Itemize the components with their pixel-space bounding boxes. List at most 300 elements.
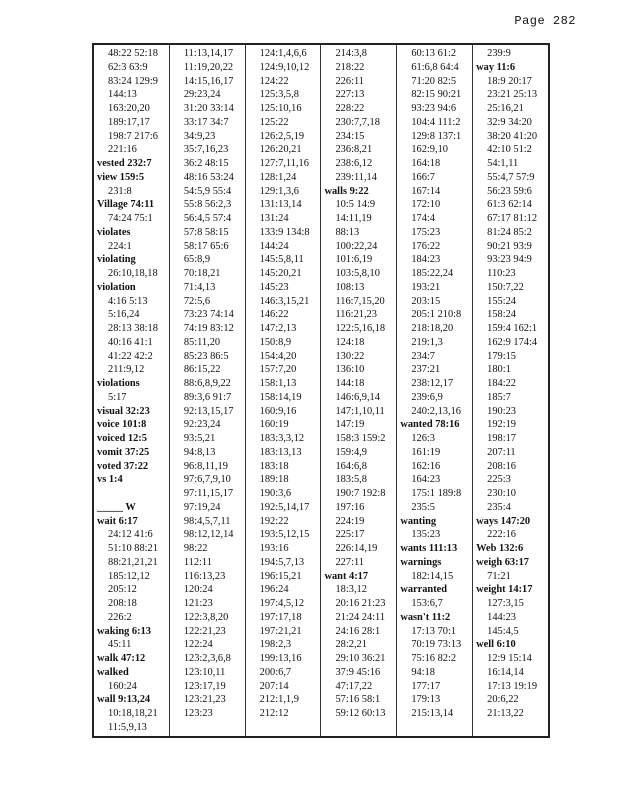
index-reference: 18:3,12 [335, 584, 367, 596]
index-reference: 147:2,13 [259, 323, 297, 334]
index-reference: 100:22,24 [335, 240, 378, 252]
index-reference: 167:14 [411, 185, 441, 197]
index-reference: 70:19 73:13 [411, 639, 462, 651]
index-reference: 158:1,13 [259, 378, 297, 389]
index-reference: 94:8,13 [183, 446, 216, 458]
index-reference: 198:2,3 [259, 639, 292, 651]
index-term: wall 9:13,24 [97, 694, 151, 706]
index-reference: 93:5,21 [183, 433, 216, 444]
index-reference: 14:15,16,17 [183, 75, 234, 87]
index-reference: 150:7,22 [487, 281, 524, 293]
index-reference: 190:7 192:8 [335, 488, 386, 499]
index-reference: 35:7,16,23 [183, 144, 229, 156]
index-reference: 198:17 [487, 433, 517, 444]
index-reference: 67:17 81:12 [487, 213, 538, 224]
index-reference: 55:4,7 57:9 [487, 171, 535, 183]
index-reference: 194:5,7,13 [259, 556, 305, 568]
index-reference: 129:8 137:1 [411, 130, 462, 142]
index-reference: 75:16 82:2 [411, 653, 457, 664]
index-reference: 45:11 [108, 639, 132, 651]
index-reference: 56:23 59:6 [487, 185, 532, 197]
index-term: wants 111:13 [400, 543, 458, 554]
index-reference: 90:21 93:9 [487, 240, 532, 252]
index-reference: 179:13 [411, 694, 441, 706]
index-reference: 218:18,20 [411, 323, 454, 334]
index-reference: 42:10 51:2 [487, 144, 532, 156]
index-reference: 116:7,15,20 [335, 295, 385, 307]
index-reference: 150:8,9 [259, 336, 292, 348]
index-reference: 120:24 [183, 584, 213, 596]
index-term: Web 132:6 [476, 543, 524, 554]
index-reference: 129:1,3,6 [259, 185, 299, 197]
index-reference: 21:24 24:11 [335, 611, 386, 623]
index-reference: 123:23 [183, 708, 213, 719]
index-reference: 153:6,7 [411, 598, 443, 609]
index-reference: 239:11,14 [335, 171, 377, 183]
index-reference: 108:13 [335, 281, 365, 293]
index-term: Village 74:11 [97, 199, 155, 211]
index-reference: 161:19 [411, 446, 441, 458]
index-reference: 230:10 [487, 488, 517, 499]
index-reference: 174:4 [411, 213, 435, 224]
index-reference: 11:5,9,13 [108, 721, 147, 733]
index-column-3 [245, 45, 321, 736]
index-reference: 175:1 189:8 [411, 488, 462, 499]
index-term: want 4:17 [324, 570, 369, 582]
index-reference: 20:16 21:23 [335, 598, 386, 609]
index-reference: 62:3 63:9 [108, 61, 148, 73]
index-reference: 14:11,19 [335, 213, 372, 224]
index-reference: 73:23 74:14 [183, 309, 234, 321]
index-reference: 177:17 [411, 680, 441, 692]
page-number: Page 282 [514, 14, 576, 28]
index-term: walls 9:22 [324, 185, 369, 197]
index-term: violates [97, 226, 131, 238]
index-reference: 116:13,23 [183, 570, 226, 582]
index-reference: 144:13 [108, 89, 137, 101]
index-reference: 160:9,16 [259, 405, 297, 417]
index-reference: 222:16 [487, 529, 517, 541]
index-reference: 159:4,9 [335, 446, 367, 458]
index-reference: 126:20,21 [259, 144, 302, 156]
index-reference: 145:5,8,11 [259, 254, 304, 266]
index-reference: 228:22 [335, 103, 365, 114]
index-reference: 205:12 [108, 584, 137, 596]
index-reference: 185:22,24 [411, 268, 454, 279]
index-reference: 89:3,6 91:7 [183, 391, 232, 403]
index-reference: 218:22 [335, 61, 365, 73]
index-reference: 37:9 45:16 [335, 666, 381, 678]
index-reference: 123:21,23 [183, 694, 226, 706]
index-reference: 122:5,16,18 [335, 323, 386, 334]
index-reference: 98:22 [183, 543, 208, 554]
index-reference: 212:12 [259, 708, 289, 719]
index-reference: 28:13 38:18 [108, 323, 158, 334]
index-reference: 199:13,16 [259, 653, 302, 664]
word-index-table [92, 43, 550, 738]
index-reference: 83:24 129:9 [108, 75, 158, 87]
index-reference: 227:13 [335, 89, 365, 101]
index-reference: 124:1,4,6,6 [259, 48, 307, 59]
index-reference: 164:23 [411, 474, 441, 486]
index-reference: 127:3,15 [487, 598, 524, 609]
index-reference: 110:23 [487, 268, 516, 279]
index-reference: 164:6,8 [335, 460, 367, 472]
index-term: voice 101:8 [97, 419, 147, 431]
index-reference: 155:24 [487, 295, 517, 307]
index-reference: 183:5,8 [335, 474, 367, 486]
index-term: voted 37:22 [97, 460, 149, 472]
index-reference: 224:1 [108, 240, 132, 252]
index-reference: 136:10 [335, 364, 365, 376]
index-reference: 184:22 [487, 378, 517, 389]
index-reference: 146:3,15,21 [259, 295, 310, 307]
index-reference: 61:3 62:14 [487, 199, 532, 211]
index-reference: 38:20 41:20 [487, 130, 538, 142]
index-reference: 55:8 56:2,3 [183, 199, 232, 211]
index-reference: 88:21,21,21 [108, 556, 158, 568]
index-reference: 145:20,21 [259, 268, 302, 279]
index-reference: 193:5,12,15 [259, 529, 310, 541]
index-reference: 130:22 [335, 350, 365, 362]
index-reference: 11:19,20,22 [183, 61, 234, 73]
index-reference: 160:19 [259, 419, 289, 431]
index-reference: 5:17 [108, 391, 127, 403]
index-reference: 236:8,21 [335, 144, 373, 156]
index-reference: 192:19 [487, 419, 517, 431]
index-reference: 154:4,20 [259, 350, 297, 362]
index-reference: 192:22 [259, 515, 289, 527]
index-reference: 11:13,14,17 [183, 48, 234, 59]
index-reference: 116:21,23 [335, 309, 377, 321]
index-reference: 54:1,11 [487, 158, 519, 169]
index-reference: 158:24 [487, 309, 517, 321]
index-reference [94, 487, 169, 501]
index-reference: 103:5,8,10 [335, 268, 380, 279]
index-reference: 92:13,15,17 [183, 405, 234, 417]
index-reference: 81:24 85:2 [487, 226, 532, 238]
index-reference: 208:18 [108, 598, 137, 609]
index-reference: 158:3 159:2 [335, 433, 386, 444]
index-reference: 185:7 [487, 391, 511, 403]
index-reference: 175:23 [411, 226, 441, 238]
index-reference: 225:3 [487, 474, 511, 486]
index-reference: 230:7,7,18 [335, 116, 380, 128]
index-reference: 48:16 53:24 [183, 171, 234, 183]
index-reference: 92:23,24 [183, 419, 221, 431]
index-term: walked [97, 666, 129, 678]
index-reference: 207:14 [259, 680, 289, 692]
index-reference: 60:13 61:2 [411, 48, 457, 59]
index-term: way 11:6 [476, 61, 516, 73]
index-reference: 183:3,3,12 [259, 433, 305, 444]
index-term: ways 147:20 [476, 515, 531, 527]
index-reference: 131:24 [259, 213, 289, 224]
index-reference: 122:3,8,20 [183, 611, 229, 623]
index-reference: 4:16 5:13 [108, 295, 148, 307]
index-reference: 225:17 [335, 529, 365, 541]
index-reference: 159:4 162:1 [487, 323, 538, 334]
index-reference: 226:2 [108, 611, 132, 623]
index-reference: 157:7,20 [259, 364, 297, 376]
index-reference: 98:4,5,7,11 [183, 515, 231, 527]
index-reference: 238:12,17 [411, 378, 454, 389]
index-reference: 184:23 [411, 254, 441, 266]
index-reference: 20:6,22 [487, 694, 519, 706]
index-reference: 93:23 94:6 [411, 103, 457, 114]
index-term: vs 1:4 [97, 474, 123, 486]
index-reference: 123:17,19 [183, 680, 226, 692]
index-reference: 211:9,12 [108, 364, 145, 376]
index-reference: 125:3,5,8 [259, 89, 299, 101]
index-term: walk 47:12 [97, 653, 146, 664]
index-reference: 31:20 33:14 [183, 103, 234, 114]
index-reference: 172:10 [411, 199, 441, 211]
index-reference: 193:21 [411, 281, 441, 293]
index-reference: 145:4,5 [487, 625, 519, 637]
index-reference: 10:5 14:9 [335, 199, 376, 211]
index-reference: 224:19 [335, 515, 365, 527]
index-term: wasn't 11:2 [400, 611, 451, 623]
index-term: wanted 78:16 [400, 419, 460, 431]
index-reference: 29:23,24 [183, 89, 221, 101]
index-reference: 193:16 [259, 543, 289, 554]
index-reference: 180:1 [487, 364, 511, 376]
index-reference: 197:4,5,12 [259, 598, 305, 609]
index-reference: 122:21,23 [183, 625, 226, 637]
index-reference: 36:2 48:15 [183, 158, 229, 169]
index-reference: 40:16 41:1 [108, 336, 153, 348]
index-term: wanting [400, 515, 437, 527]
index-term: view 159:5 [97, 171, 145, 183]
index-reference: 122:24 [183, 639, 213, 651]
index-reference: 219:1,3 [411, 336, 443, 348]
index-reference: 146:22 [259, 309, 289, 321]
index-column-2 [169, 45, 245, 736]
index-letter-heading: _____ W [97, 501, 136, 513]
index-reference: 104:4 111:2 [411, 116, 461, 128]
index-reference: 128:1,24 [259, 171, 297, 183]
index-term: wait 6:17 [97, 515, 138, 527]
index-term: weigh 63:17 [476, 556, 529, 568]
index-reference: 126:2,5,19 [259, 130, 305, 142]
index-reference: 239:9 [487, 48, 511, 59]
index-reference: 162:9 174:4 [487, 336, 538, 348]
index-reference: 205:1 210:8 [411, 309, 462, 321]
index-reference: 146:6,9,14 [335, 391, 380, 403]
index-reference: 192:5,14,17 [259, 501, 310, 513]
index-reference: 227:11 [335, 556, 364, 568]
index-term: violating [97, 254, 136, 266]
index-reference: 18:9 20:17 [487, 75, 532, 87]
index-reference: 71:4,13 [183, 281, 216, 293]
index-reference: 190:3,6 [259, 488, 292, 499]
index-reference: 16:14,14 [487, 666, 524, 678]
index-reference: 94:18 [411, 666, 435, 678]
index-reference: 212:1,1,9 [259, 694, 299, 706]
index-reference: 70:18,21 [183, 268, 221, 279]
index-reference: 12:9 15:14 [487, 653, 532, 664]
index-reference: 197:16 [335, 501, 365, 513]
index-reference: 166:7 [411, 171, 435, 183]
index-reference: 124:9,10,12 [259, 61, 310, 73]
index-reference: 226:14,19 [335, 543, 378, 554]
index-reference: 144:23 [487, 611, 517, 623]
index-reference: 112:11 [183, 556, 212, 568]
index-reference: 57:8 58:15 [183, 226, 229, 238]
index-reference: 26:10,18,18 [108, 268, 158, 279]
index-reference: 58:17 65:6 [183, 240, 229, 252]
index-reference: 196:24 [259, 584, 289, 596]
index-reference: 135:23 [411, 529, 441, 541]
index-column-1 [94, 45, 169, 736]
index-reference: 190:23 [487, 405, 517, 417]
index-reference: 208:16 [487, 460, 517, 472]
index-reference: 189:18 [259, 474, 289, 486]
index-reference: 33:17 34:7 [183, 116, 229, 128]
index-reference: 24:16 28:1 [335, 625, 381, 637]
index-reference: 158:14,19 [259, 391, 302, 403]
index-reference: 123:2,3,6,8 [183, 653, 231, 664]
index-reference: 197:17,18 [259, 611, 302, 623]
index-reference: 163:20,20 [108, 103, 150, 114]
index-reference: 74:19 83:12 [183, 323, 234, 334]
index-reference: 160:24 [108, 680, 137, 692]
index-reference: 34:9,23 [183, 130, 216, 142]
index-term: waking 6:13 [97, 625, 151, 637]
index-reference: 234:7 [411, 350, 435, 362]
index-reference: 182:14,15 [411, 570, 454, 582]
index-reference: 231:8 [108, 185, 132, 197]
index-reference: 123:10,11 [183, 666, 226, 678]
index-reference: 127:7,11,16 [259, 158, 309, 169]
index-reference: 179:15 [487, 350, 517, 362]
index-reference: 74:24 75:1 [108, 213, 153, 224]
index-reference: 147:19 [335, 419, 365, 431]
index-reference: 98:12,12,14 [183, 529, 234, 541]
index-reference: 203:15 [411, 295, 441, 307]
index-reference: 162:16 [411, 460, 441, 472]
index-term: violation [97, 281, 136, 293]
index-reference: 234:15 [335, 130, 365, 142]
index-term: well 6:10 [476, 639, 516, 651]
index-reference: 96:8,11,19 [183, 460, 228, 472]
index-reference: 59:12 60:13 [335, 708, 386, 719]
index-reference: 176:22 [411, 240, 441, 252]
index-reference: 97:11,15,17 [183, 488, 234, 499]
index-reference: 86:15,22 [183, 364, 221, 376]
index-reference: 121:23 [183, 598, 213, 609]
index-reference: 88:6,8,9,22 [183, 378, 231, 389]
index-reference: 237:21 [411, 364, 441, 376]
index-reference: 24:12 41:6 [108, 529, 153, 541]
index-reference: 144:18 [335, 378, 365, 389]
index-reference: 196:15,21 [259, 570, 302, 582]
index-reference: 82:15 90:21 [411, 89, 462, 101]
index-column-5 [396, 45, 472, 736]
index-reference: 207:11 [487, 446, 516, 458]
index-reference: 125:10,16 [259, 103, 302, 114]
index-term: violations [97, 378, 140, 389]
index-term: warnings [400, 556, 442, 568]
index-reference: 51:10 88:21 [108, 543, 158, 554]
index-reference: 85:23 86:5 [183, 350, 229, 362]
index-reference: 97:6,7,9,10 [183, 474, 231, 486]
index-term: visual 32:23 [97, 405, 150, 417]
index-reference: 65:8,9 [183, 254, 211, 266]
index-reference: 47:17,22 [335, 680, 373, 692]
index-reference: 72:5,6 [183, 295, 211, 307]
index-reference: 71:21 [487, 570, 511, 582]
index-reference: 71:20 82:5 [411, 75, 457, 87]
index-reference: 125:22 [259, 116, 289, 128]
index-reference: 21:13,22 [487, 708, 524, 719]
index-reference: 145:23 [259, 281, 289, 293]
index-reference: 93:23 94:9 [487, 254, 532, 266]
index-reference: 32:9 34:20 [487, 116, 532, 128]
index-reference: 183:18 [259, 460, 289, 472]
index-term: voiced 12:5 [97, 433, 147, 444]
index-reference: 189:17,17 [108, 116, 150, 128]
index-reference: 215:13,14 [411, 708, 454, 719]
index-reference: 183:13,13 [259, 446, 302, 458]
index-column-6 [472, 45, 548, 736]
index-reference: 235:4 [487, 501, 511, 513]
index-reference: 54:5,9 55:4 [183, 185, 232, 197]
index-reference: 23:21 25:13 [487, 89, 538, 101]
index-reference: 162:9,10 [411, 144, 448, 156]
index-column-4 [320, 45, 396, 736]
index-reference: 17:13 19:19 [487, 680, 538, 692]
index-reference: 41:22 42:2 [108, 350, 153, 362]
index-reference: 29:10 36:21 [335, 653, 386, 664]
index-reference: 226:11 [335, 75, 364, 87]
index-reference: 197:21,21 [259, 625, 302, 637]
index-reference: 124:22 [259, 75, 289, 87]
index-reference: 214:3,8 [335, 48, 367, 59]
index-reference: 198:7 217:6 [108, 130, 158, 142]
index-reference: 48:22 52:18 [108, 48, 158, 59]
index-term: vested 232:7 [97, 158, 152, 169]
index-reference: 164:18 [411, 158, 441, 169]
index-reference: 147:1,10,11 [335, 405, 385, 417]
index-reference: 238:6,12 [335, 158, 373, 169]
index-term: weight 14:17 [476, 584, 533, 596]
index-reference: 101:6,19 [335, 254, 373, 266]
index-reference: 56:4,5 57:4 [183, 213, 232, 224]
index-reference: 131:13,14 [259, 199, 302, 211]
index-reference: 239:6,9 [411, 391, 443, 403]
index-reference: 10:18,18,21 [108, 708, 158, 719]
index-reference: 57:16 58:1 [335, 694, 381, 706]
index-reference: 185:12,12 [108, 570, 150, 582]
index-reference: 61:6,8 64:4 [411, 61, 459, 73]
index-term: vomit 37:25 [97, 446, 150, 458]
index-reference: 240:2,13,16 [411, 405, 461, 417]
index-reference: 235:5 [411, 501, 435, 513]
index-reference: 97:19,24 [183, 501, 221, 513]
index-reference: 200:6,7 [259, 666, 292, 678]
index-reference: 28:2,21 [335, 639, 367, 651]
index-reference: 221:16 [108, 144, 137, 156]
index-reference: 126:3 [411, 433, 435, 444]
index-reference: 5:16,24 [108, 309, 140, 321]
index-reference: 85:11,20 [183, 336, 221, 348]
index-reference: 144:24 [259, 240, 289, 252]
index-reference: 17:13 70:1 [411, 625, 457, 637]
index-reference: 133:9 134:8 [259, 226, 310, 238]
index-reference: 124:18 [335, 336, 365, 348]
